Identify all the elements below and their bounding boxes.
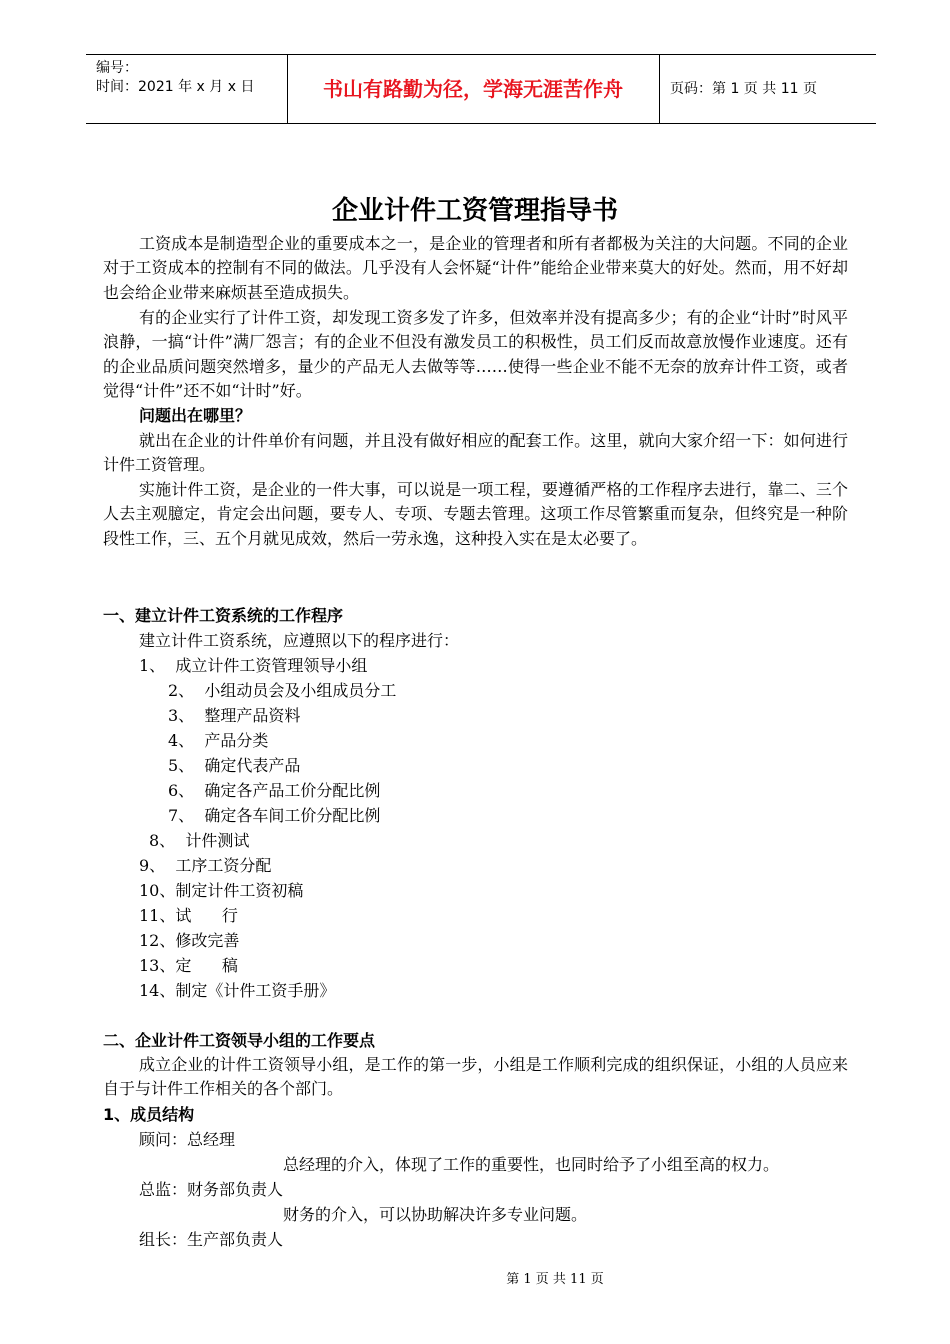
intro-paragraph: 有的企业实行了计件工资，却发现工资多发了许多，但效率并没有提高多少；有的企业“计时”时风平浪静，一搞“计件”满厂怨言；有的企业不但没有激发员工的积极性，员工们反而故意放慢作业速度。还有的企业品质问题突然增多，量少的产品无人去做等等……使得一些企业不能不无奈的放弃计件工资，或者觉得“计件”还不如“计时”好。 (103, 308, 848, 401)
header-motto: 书山有路勤为径，学海无涯苦作舟 (323, 77, 623, 101)
time-label: 时间：2021 年 x 月 x 日 (96, 79, 255, 95)
intro-paragraph: 实施计件工资，是企业的一件大事，可以说是一项工程，要遵循严格的工作程序去进行，靠二、三个人去主观臆定，肯定会出问题，要专人、专项、专题去管理。这项工作尽管繁重而复杂，但终究是一种阶段性工作，三、五个月就见成效，然后一劳永逸，这种投入实在是太必要了。 (103, 480, 848, 548)
list-item: 2、 小组动员会及小组成员分工 (168, 681, 397, 700)
list-item: 13、定 稿 (139, 956, 238, 975)
document-title: 企业计件工资管理指导书 (331, 196, 618, 226)
list-item: 6、 确定各产品工价分配比例 (168, 781, 381, 800)
list-item: 5、 确定代表产品 (168, 756, 301, 775)
list-item: 3、 整理产品资料 (168, 706, 301, 725)
member-role: 总监：财务部负责人 (139, 1180, 284, 1199)
member-note: 财务的介入，可以协助解决许多专业问题。 (283, 1205, 588, 1224)
section2-paragraph: 成立企业的计件工资领导小组，是工作的第一步，小组是工作顺利完成的组织保证，小组的人员应来自于与计件工作相关的各个部门。 (103, 1055, 848, 1099)
serial-label: 编号： (96, 60, 138, 76)
member-note: 总经理的介入，体现了工作的重要性，也同时给予了小组至高的权力。 (283, 1155, 780, 1174)
section1-lead: 建立计件工资系统，应遵照以下的程序进行： (139, 631, 460, 650)
list-item: 14、制定《计件工资手册》 (139, 981, 336, 1000)
section2-subheading: 1、成员结构 (103, 1105, 195, 1124)
list-item: 11、试 行 (139, 906, 238, 925)
list-item: 8、 计件测试 (149, 831, 250, 850)
list-item: 12、修改完善 (139, 931, 240, 950)
list-item: 9、 工序工资分配 (139, 856, 272, 875)
member-role: 组长：生产部负责人 (139, 1230, 284, 1249)
list-item: 10、制定计件工资初稿 (139, 881, 304, 900)
member-role: 顾问：总经理 (139, 1130, 236, 1149)
list-item: 4、 产品分类 (168, 731, 269, 750)
intro-paragraph: 工资成本是制造型企业的重要成本之一，是企业的管理者和所有者都极为关注的大问题。不同的企业对于工资成本的控制有不同的做法。几乎没有人会怀疑“计件”能给企业带来莫大的好处。然而，用不好却也会给企业带来麻烦甚至造成损失。 (103, 234, 848, 302)
intro-paragraph: 就出在企业的计件单价有问题，并且没有做好相应的配套工作。这里，就向大家介绍一下：如何进行计件工资管理。 (103, 431, 848, 475)
section1-heading: 一、建立计件工资系统的工作程序 (103, 606, 344, 625)
section2-heading: 二、企业计件工资领导小组的工作要点 (103, 1031, 376, 1050)
header-page-info: 页码：第 1 页 共 11 页 (670, 81, 817, 97)
header-divider (659, 55, 660, 123)
question-heading: 问题出在哪里？ (139, 406, 252, 425)
header-meta (96, 59, 254, 97)
list-item: 1、 成立计件工资管理领导小组 (139, 656, 368, 675)
page-footer: 第 1 页 共 11 页 (506, 1272, 604, 1287)
page-header (86, 54, 876, 124)
list-item: 7、 确定各车间工价分配比例 (168, 806, 381, 825)
